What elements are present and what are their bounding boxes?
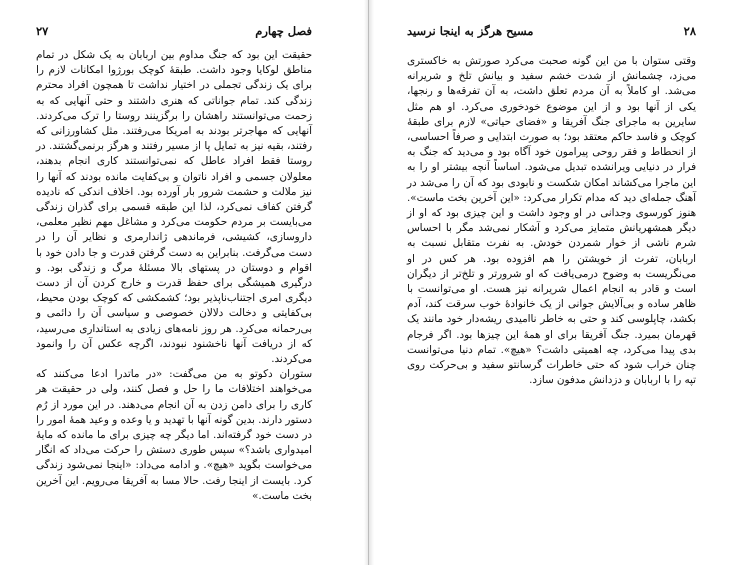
right-page [369,0,738,565]
left-page-header [36,24,312,44]
page-number: ۲۸ [683,24,696,38]
right-page-header [407,24,696,44]
chapter-title: فصل چهارم [255,24,312,38]
paragraph: ستوران دکوتو به من می‌گفت: «در ماتدرا ادعا می‌کنند که می‌خواهند اختلافات ما را حل و فصل کنند، ولی در حقیقت هر کاری را برای دامن زدن به آن انجام می‌دهند. در این مورد از رُم دستور دارند. بدین گونه آنها با تهدید و یا وعده و وعید همهٔ امور را در دست خود گرفته‌اند. اما دیگر چه چیزی برای ما مانده که مایهٔ امیدواری باشد؟» سپس طوری دستش را حرکت می‌داد که انگار می‌خواست بگوید «هیچ». و ادامه می‌داد: «اینجا نمی‌شود زندگی کرد. بایست از اینجا رفت. حالا مسا به آفریقا می‌رویم. این آخرین بخت ماست.» [36,368,312,502]
paragraph: وقتی ستوان با من این گونه صحبت می‌کرد صورتش به خاکستری می‌زد، چشمانش از شدت خشم سفید و بیانش تلخ و شریرانه می‌شد. او کاملاً به آن مردم تعلق داشت، به آن تفرقه‌ها و رنجها، یکی از آنها بود و از این موضوع خودخوری می‌کرد. او هم مثل سایرین به ماجرای جنگ آفریقا و «فضای حیاتی» لازم برای طبقهٔ کوچک و فاسد حاکم معتقد بود؛ به صورت ابتدایی و صرفاً احساسی، از انحطاط و فقر روحی پیرامون خود آگاه بود و می‌دید که جنگ به فرار در دنیایی ویرانشده تبدیل می‌شود. اساساً آنچه بیشتر او را به این ماجرا می‌کشاند امکان شکست و نابودی بود که آن را می‌شد در آهنگ جمله‌ای دید که مدام تکرار می‌کرد: «این آخرین بخت ماست». هنوز کورسوی وجدانی در او وجود داشت و این چیزی بود که او از دیگر همشهریانش متمایز می‌کرد و آشکار نمی‌شد مگر با احساس شرم ناشی از خوار شمردن خودش. به نفرت متقابل نسبت به اربابان، تفرت از خویشتن را هم افزوده بود. هر کس در او می‌نگریست به وضوح درمی‌یافت که او شرورتر و تلخ‌تر از دیگران است و قادر به انجام اعمال شریرانه نیز هست. او می‌توانست با ظاهر ساده و بی‌آلایش جوانی از یک خانوادهٔ خوب سرقت کند، آدم بکشد، چاپلوسی کند و حتی به خاطر ناامیدی ریشه‌دار خود مانند یک قهرمان بمیرد. جنگ آفریقا برای او همهٔ این چیزها بود. اگر فرجام بدی پیدا می‌کرد، چه اهمیتی داشت؟ «هیچ». تمام دنیا می‌توانست چنان خراب شود که حتی خاطرات گرسانتو سفید و بی‌حرکت روی تپه را با اربابان و دزدانش مدفون سازد. [407,55,696,387]
page-number: ۲۷ [36,24,49,38]
book-title: مسیح هرگز به اینجا نرسید [407,24,534,38]
paragraph: حقیقت این بود که جنگ مداوم بین اربابان به یک شکل در تمام مناطق لوکایا وجود داشت. طبقهٔ کوچک بورژوا امکانات لازم را برای یک زندگی تجملی در اختیار نداشت تا همچون افراد محترم زندگی کند. تمام جواناتی که هنری داشتند و حتی آنهایی که به زحمت می‌توانستند راهشان را برگزینند روستا را ترک می‌کردند. آنهایی که مهاجرتر بودند به امریکا می‌رفتند. مثل کشاورزانی که رفتند، بقیه نیز به تمایل پا از مسیر رفتند و هرگز برنمی‌گشتند. در روستا فقط افراد عاطل که نمی‌توانستند کاری انجام بدهند، معلولان جسمی و افراد ناتوان و بی‌کفایت مانده بودند که آنها را نیز ملالت و حشمت شرور بار آورده بود. اخلاف اندکی که نادیده گرفتن کفاف نمی‌کرد، لذا این طبقه قسمی برای گذران زندگی می‌بایست بر مردم حکومت می‌کرد و مشاغل مهم نظیر معلمی، داروسازی، کشیشی، فرماندهی ژاندارمری و نظایر آن را در دست می‌گرفت. بنابراین به دست گرفتن قدرت و جا دادن خود با اقوام و دوستان در پستهای بالا مسئلهٔ مرگ و زندگی بود. و درگیری همیشگی برای حفظ قدرت و خارج کردن آن از دست دیگری امری اجتناب‌ناپذیر بود؛ کشمکشی که کوچک بودن محیط، بی‌کفایتی و دخالت دلالان خصوصی و سیاسی آن را دائمی و بی‌رحمانه می‌کرد. هر روز نامه‌های زیادی به استانداری می‌رسید، که از دریافت آنها ناخشنود نبودند، اگرچه عکس آن را وانمود می‌کردند. [36,49,312,366]
left-page-body [36,48,312,504]
right-page-body [407,54,696,388]
